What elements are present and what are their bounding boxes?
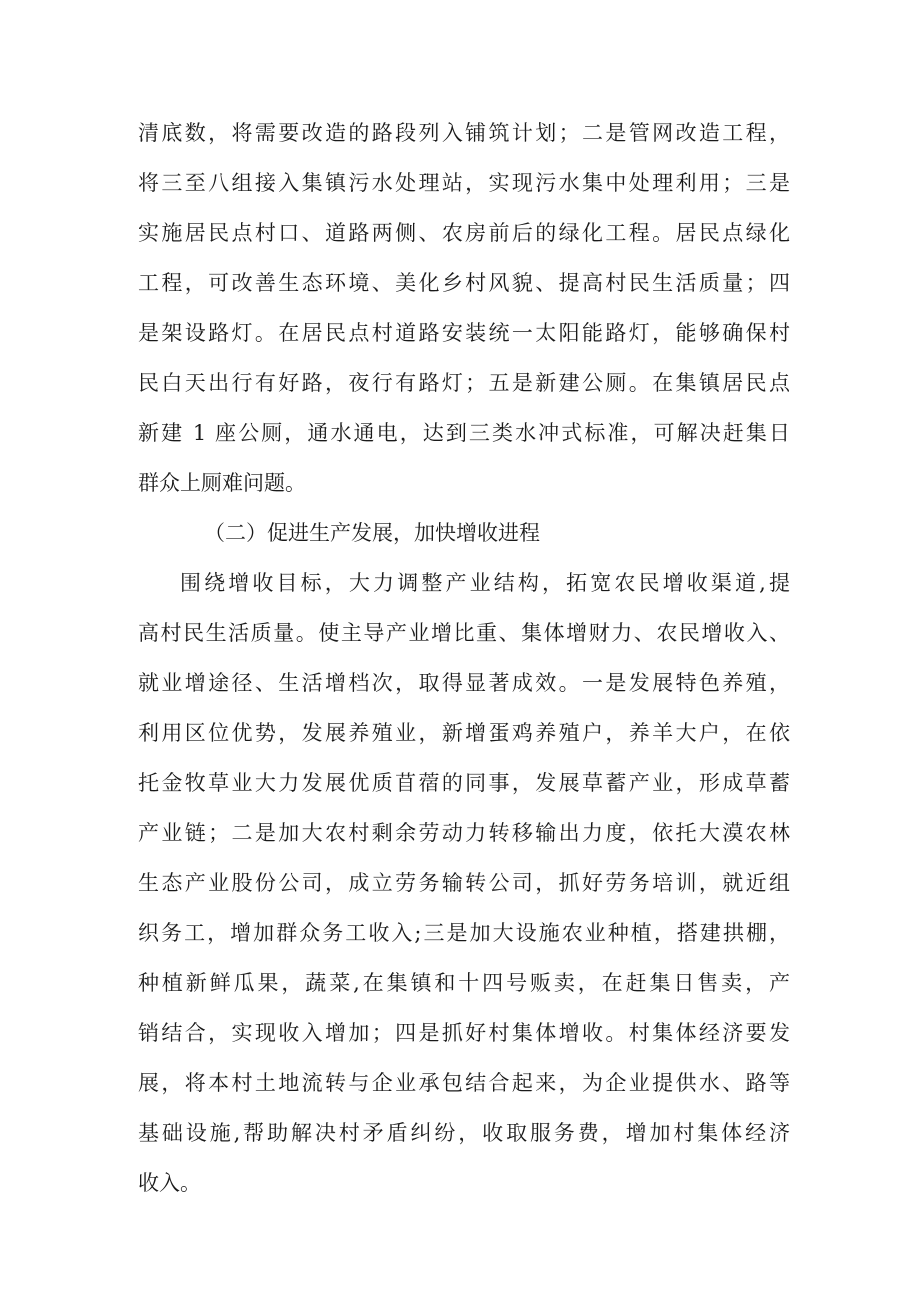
text-line: 产业链；二是加大农村剩余劳动力转移输出力度，依托大漠农林 (138, 821, 790, 845)
text-line: 新建 1 座公厕，通水通电，达到三类水冲式标准，可解决赶集日 (138, 421, 790, 445)
text-line: 民白天出行有好路，夜行有路灯；五是新建公厕。在集镇居民点 (138, 371, 790, 395)
text-line: 基础设施,帮助解决村矛盾纠纷，收取服务费，增加村集体经济 (138, 1121, 790, 1145)
text-line: 展，将本村土地流转与企业承包结合起来，为企业提供水、路等 (138, 1071, 790, 1095)
text-line: 销结合，实现收入增加；四是抓好村集体增收。村集体经济要发 (138, 1021, 790, 1045)
text-line: 利用区位优势，发展养殖业，新增蛋鸡养殖户，养羊大户，在依 (138, 721, 790, 745)
text-line: 清底数，将需要改造的路段列入铺筑计划；二是管网改造工程， (138, 121, 790, 145)
text-line: 群众上厕难问题。 (138, 471, 306, 495)
text-line: 种植新鲜瓜果，蔬菜,在集镇和十四号贩卖，在赶集日售卖，产 (138, 971, 790, 995)
body-text (138, 108, 790, 1208)
text-line: 生态产业股份公司，成立劳务输转公司，抓好劳务培训，就近组 (138, 871, 790, 895)
text-line: 是架设路灯。在居民点村道路安装统一太阳能路灯，能够确保村 (138, 321, 790, 345)
text-line: 高村民生活质量。使主导产业增比重、集体增财力、农民增收入、 (138, 621, 790, 645)
text-line: 围绕增收目标，大力调整产业结构，拓宽农民增收渠道,提 (180, 571, 790, 595)
text-line: 收入。 (138, 1171, 201, 1195)
text-line: 将三至八组接入集镇污水处理站，实现污水集中处理利用；三是 (138, 171, 790, 195)
text-line: 织务工，增加群众务工收入;三是加大设施农业种植，搭建拱棚， (138, 921, 790, 945)
text-line: 托金牧草业大力发展优质苜蓿的同事，发展草蓄产业，形成草蓄 (138, 771, 790, 795)
text-line: 实施居民点村口、道路两侧、农房前后的绿化工程。居民点绿化 (138, 221, 790, 245)
text-line: 工程，可改善生态环境、美化乡村风貌、提高村民生活质量；四 (138, 271, 790, 295)
section-heading: （二）促进生产发展，加快增收进程 (204, 521, 540, 545)
text-line: 就业增途径、生活增档次，取得显著成效。一是发展特色养殖， (138, 671, 790, 695)
